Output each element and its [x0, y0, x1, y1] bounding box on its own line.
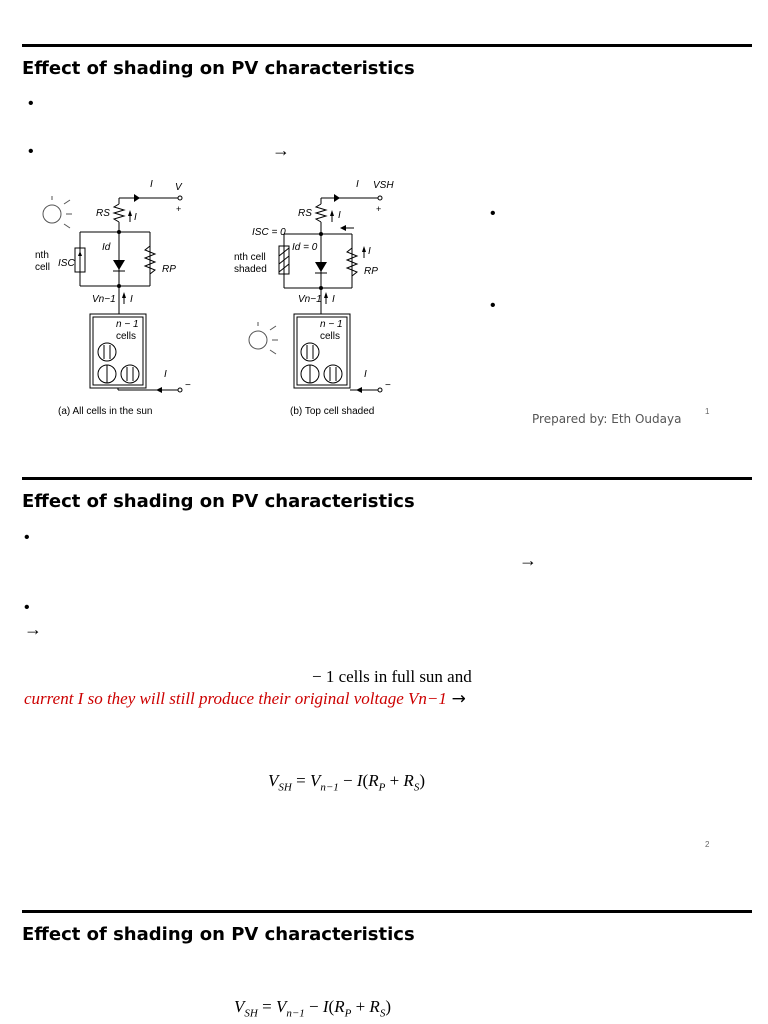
- slide1-bullet-right-2: •: [490, 297, 496, 314]
- slide2-arrow-icon-3: →: [451, 689, 466, 709]
- slide3-equation: $V_{SH} = V_{n-1} - I(R_P + R_S)$: [234, 997, 391, 1020]
- fig-a-label-rs: RS: [96, 208, 110, 219]
- slide1-bullet-1: •: [28, 95, 34, 112]
- fig-a-label-isc: ISC: [58, 258, 75, 269]
- slide1-title: Effect of shading on PV characteristics: [22, 58, 415, 79]
- slide2-red-line: [24, 689, 466, 709]
- slide1-page-number: 1: [705, 407, 710, 416]
- circuit-figure-top-shaded: [230, 172, 410, 422]
- slide2-bullet-1: •: [24, 529, 30, 546]
- fig-b-label-nth-cell: nth cell: [234, 252, 266, 263]
- fig-a-label-i-bot: I: [164, 369, 167, 380]
- slide2-bullet-2: •: [24, 599, 30, 616]
- fig-a-label-vn1: Vn−1: [92, 294, 116, 305]
- slide2-title: Effect of shading on PV characteristics: [22, 491, 415, 512]
- fig-a-label-rp: RP: [162, 264, 176, 275]
- slide1-bullet-right-1: •: [490, 205, 496, 222]
- slide2-equation: $V_{SH} = V_{n-1} - I(R_P + R_S)$: [268, 771, 425, 794]
- fig-a-label-cell: cell: [35, 262, 51, 273]
- sun-icon: [249, 322, 278, 354]
- fig-a-label-i-low: I: [130, 294, 133, 305]
- slide1-arrow-icon: →: [272, 140, 290, 160]
- sun-icon: [43, 196, 72, 228]
- fig-a-label-n1: n − 1: [116, 319, 139, 330]
- fig-b-label-i-mid: I: [338, 210, 341, 221]
- prepared-by-footer: Prepared by: Eth Oudaya: [532, 412, 682, 426]
- slide2-red-text: current I so they will still produce their original voltage Vn−1: [24, 689, 447, 708]
- fig-b-label-vn1: Vn−1: [298, 294, 322, 305]
- fig-b-label-rp: RP: [364, 266, 378, 277]
- fig-a-label-minus: −: [185, 380, 191, 391]
- fig-a-label-plus: +: [176, 204, 182, 214]
- slide2-top-rule: [22, 477, 752, 480]
- fig-b-label-shaded: shaded: [234, 264, 267, 275]
- fig-b-label-rs: RS: [298, 208, 312, 219]
- fig-a-label-v: V: [175, 182, 182, 193]
- slide3-title: Effect of shading on PV characteristics: [22, 924, 415, 945]
- slide2-arrow-icon-2: →: [24, 619, 42, 639]
- diode-icon: [315, 262, 327, 272]
- fig-b-label-i-bot: I: [364, 369, 367, 380]
- fig-b-label-i-low: I: [332, 294, 335, 305]
- fig-a-label-i-top: I: [150, 179, 153, 190]
- slide1-top-rule: [22, 44, 752, 47]
- fig-b-label-isc0: ISC = 0: [252, 227, 286, 238]
- slide2-arrow-icon-1: →: [519, 550, 537, 570]
- slide1-bullet-2: •: [28, 143, 34, 160]
- fig-a-caption: (a) All cells in the sun: [58, 406, 153, 417]
- diode-icon: [113, 260, 125, 270]
- fig-b-label-i-right: I: [368, 246, 371, 257]
- fig-b-label-cells: cells: [320, 331, 341, 342]
- fig-a-label-i-mid: I: [134, 212, 137, 223]
- fig-b-label-vsh: VSH: [373, 180, 394, 191]
- slide2-page-number: 2: [705, 840, 710, 849]
- fig-b-label-id0: Id = 0: [292, 242, 318, 253]
- fig-a-label-nth: nth: [35, 250, 49, 261]
- fig-b-label-minus: −: [385, 380, 391, 391]
- slide3-top-rule: [22, 910, 752, 913]
- fig-a-label-id: Id: [102, 242, 111, 253]
- fig-b-label-i-top: I: [356, 179, 359, 190]
- fig-a-label-cells: cells: [116, 331, 137, 342]
- circuit-figure-all-sun: [30, 172, 210, 422]
- fig-b-label-n1: n − 1: [320, 319, 343, 330]
- fig-b-caption: (b) Top cell shaded: [290, 406, 375, 417]
- slide2-cells-line: − 1 cells in full sun and: [312, 667, 472, 686]
- fig-b-label-plus: +: [376, 204, 382, 214]
